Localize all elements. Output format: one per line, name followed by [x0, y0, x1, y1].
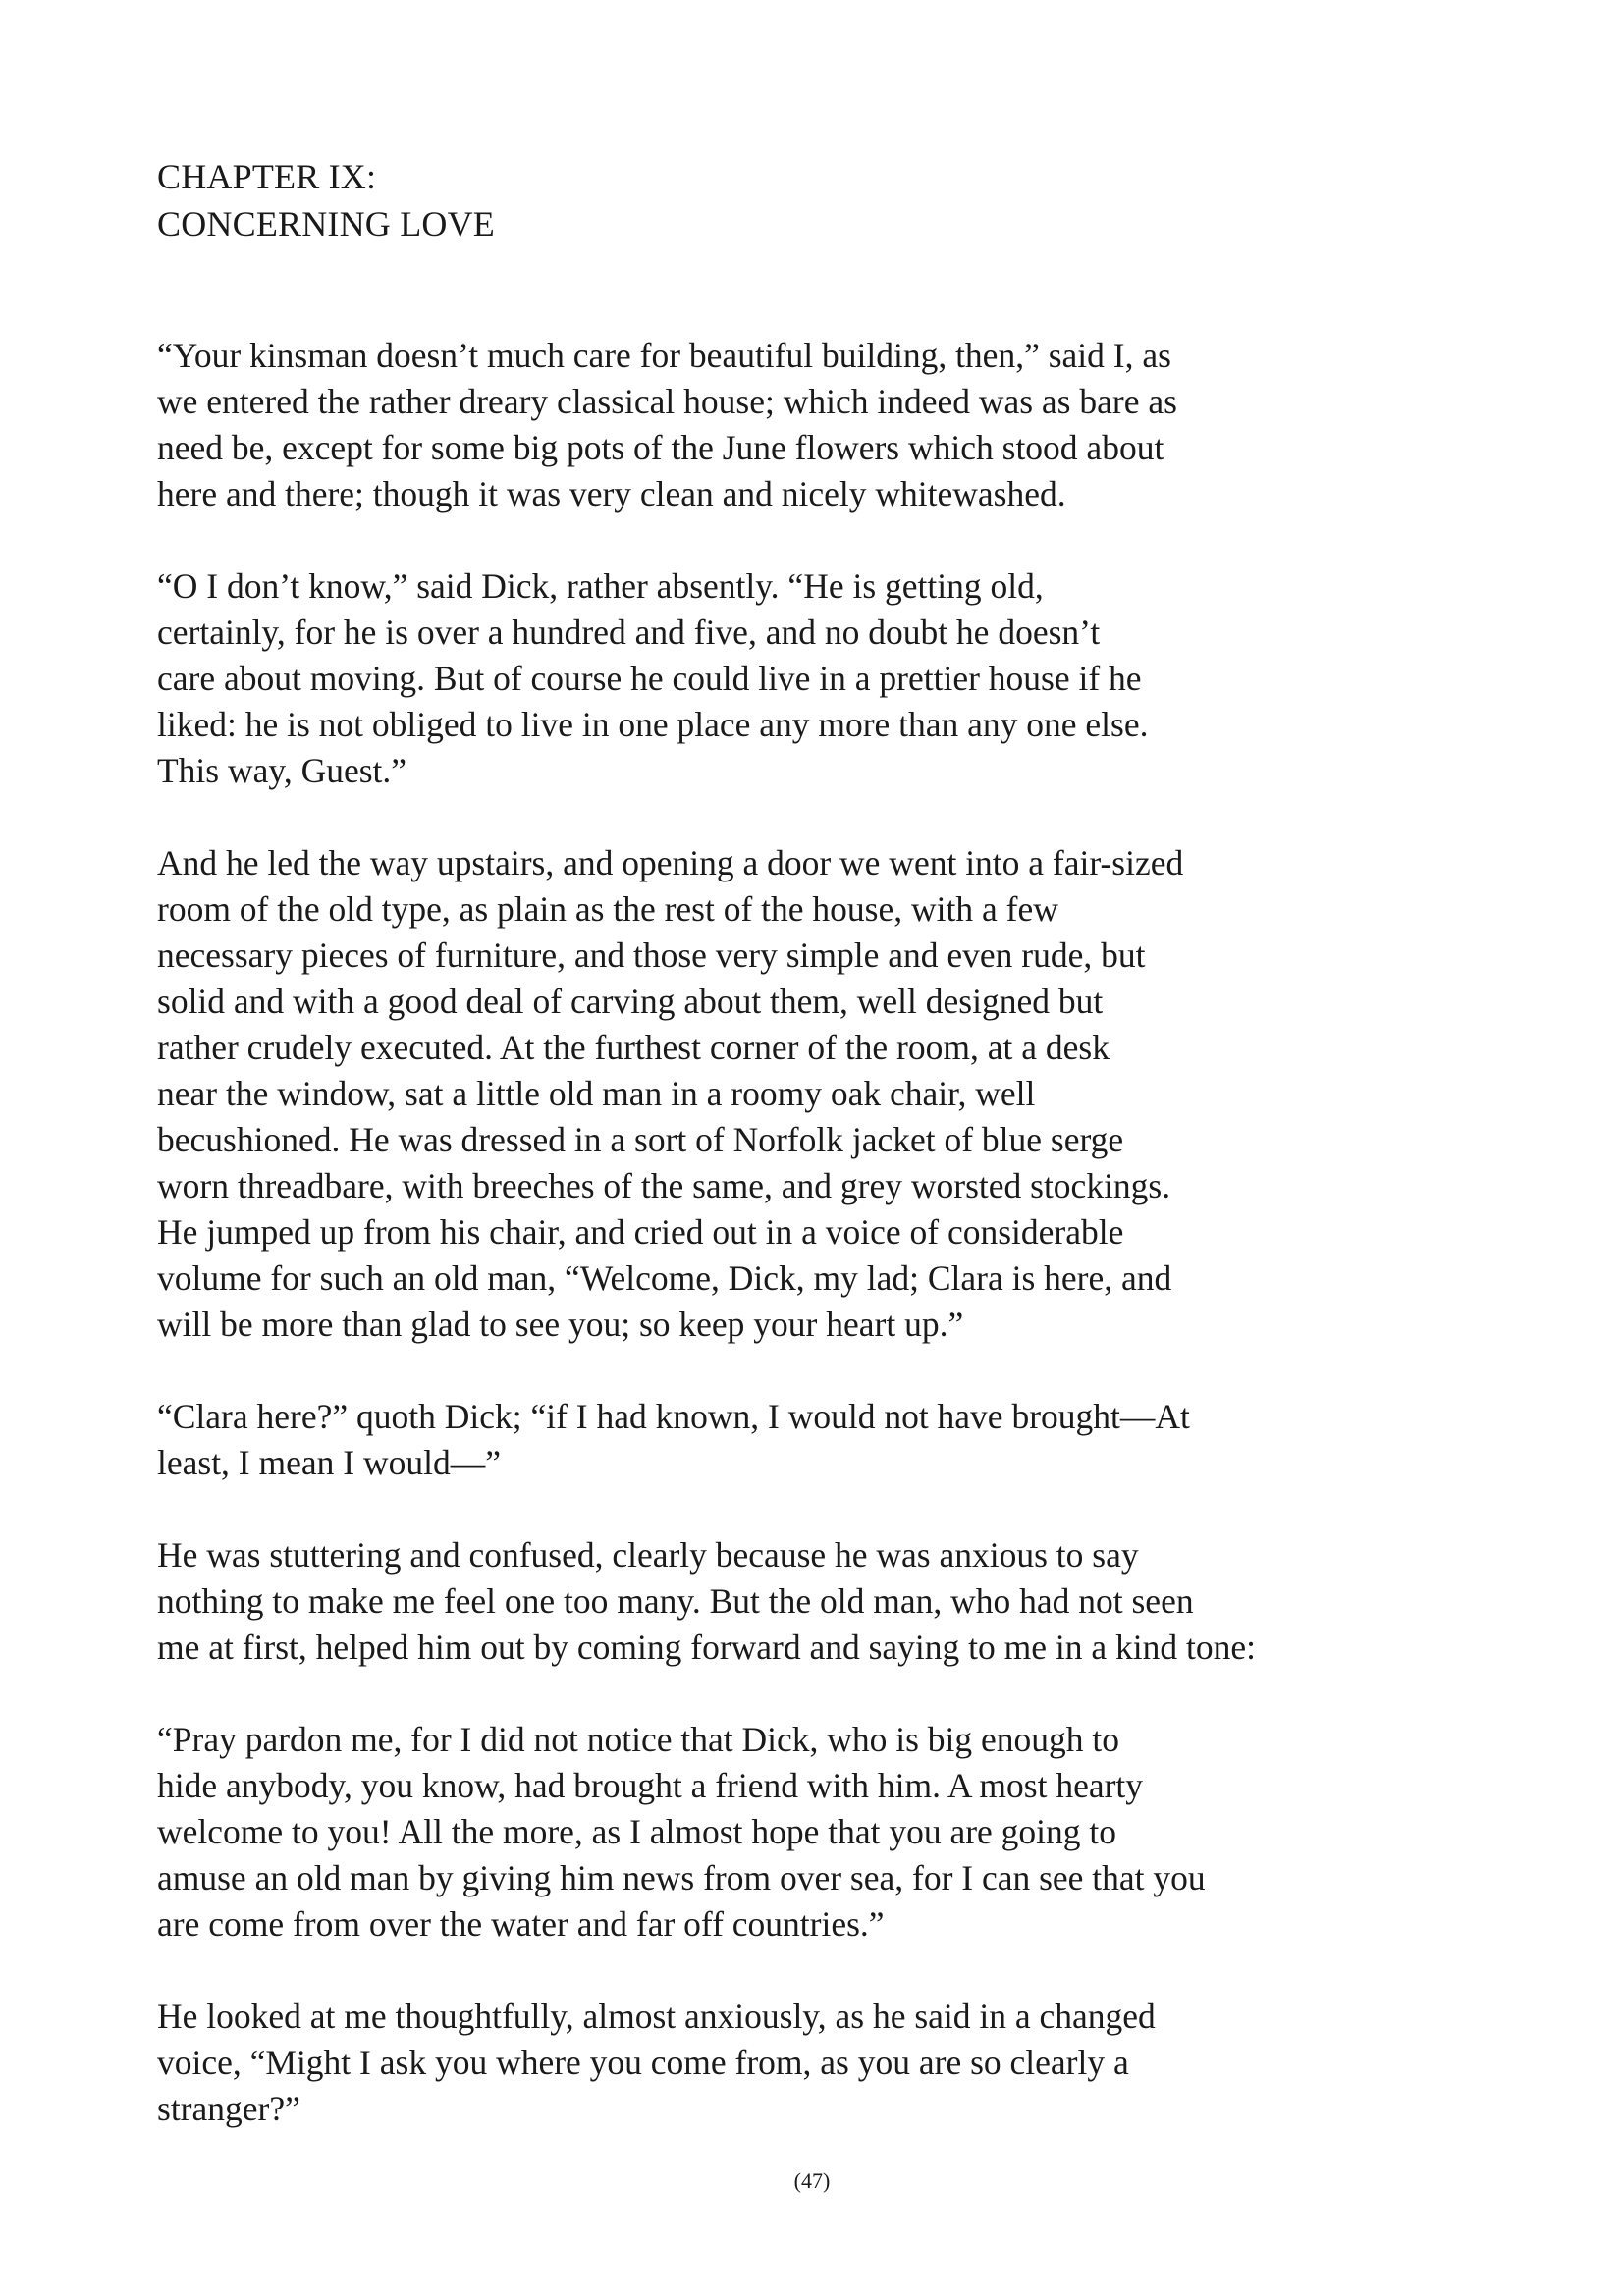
text-line: here and there; though it was very clean and nicely whitewashed. — [157, 474, 1066, 513]
text-line: “Your kinsman doesn’t much care for beautiful building, then,” said I, as — [157, 336, 1171, 375]
text-line: This way, Guest.” — [157, 751, 407, 790]
text-line: “O I don’t know,” said Dick, rather absently. “He is getting old, — [157, 566, 1044, 606]
text-line: necessary pieces of furniture, and those very simple and even rude, but — [157, 935, 1146, 975]
chapter-heading — [157, 153, 495, 247]
text-line: volume for such an old man, “Welcome, Dick, my lad; Clara is here, and — [157, 1258, 1172, 1298]
paragraph — [157, 1394, 1434, 1486]
text-line: He was stuttering and confused, clearly because he was anxious to say — [157, 1535, 1139, 1575]
text-line: room of the old type, as plain as the rest of the house, with a few — [157, 889, 1058, 929]
text-line: are come from over the water and far off countries.” — [157, 1904, 885, 1944]
text-line: voice, “Might I ask you where you come from, as you are so clearly a — [157, 2043, 1129, 2082]
text-line: need be, except for some big pots of the June flowers which stood about — [157, 428, 1164, 467]
text-line: welcome to you! All the more, as I almost hope that you are going to — [157, 1812, 1117, 1851]
text-line: “Clara here?” quoth Dick; “if I had known, I would not have brought—At — [157, 1397, 1190, 1436]
text-line: becushioned. He was dressed in a sort of Norfolk jacket of blue serge — [157, 1120, 1124, 1159]
text-line: And he led the way upstairs, and opening a door we went into a fair-sized — [157, 843, 1184, 882]
paragraph — [157, 1994, 1434, 2132]
chapter-title: CONCERNING LOVE — [157, 204, 495, 243]
text-line: worn threadbare, with breeches of the same, and grey worsted stockings. — [157, 1166, 1171, 1205]
paragraph — [157, 1717, 1434, 1948]
text-line: we entered the rather dreary classical house; which indeed was as bare as — [157, 382, 1177, 421]
text-line: care about moving. But of course he could live in a prettier house if he — [157, 659, 1142, 698]
paragraph — [157, 563, 1434, 794]
paragraph — [157, 1532, 1434, 1671]
text-line: least, I mean I would—” — [157, 1443, 501, 1482]
paragraph — [157, 840, 1434, 1348]
text-line: He looked at me thoughtfully, almost anxiously, as he said in a changed — [157, 1997, 1156, 2036]
text-line: liked: he is not obliged to live in one place any more than any one else. — [157, 705, 1149, 744]
text-line: near the window, sat a little old man in a roomy oak chair, well — [157, 1074, 1036, 1113]
text-line: certainly, for he is over a hundred and five, and no doubt he doesn’t — [157, 613, 1101, 652]
page-number: (47) — [793, 2168, 831, 2193]
chapter-number: CHAPTER IX: — [157, 157, 377, 196]
text-line: nothing to make me feel one too many. But the old man, who had not seen — [157, 1581, 1194, 1621]
text-line: me at first, helped him out by coming forward and saying to me in a kind tone: — [157, 1628, 1256, 1667]
chapter-body — [157, 333, 1434, 2178]
text-line: solid and with a good deal of carving about them, well designed but — [157, 982, 1104, 1021]
text-line: will be more than glad to see you; so keep your heart up.” — [157, 1305, 964, 1344]
text-line: “Pray pardon me, for I did not notice that Dick, who is big enough to — [157, 1720, 1119, 1759]
text-line: amuse an old man by giving him news from over sea, for I can see that you — [157, 1858, 1206, 1897]
paragraph — [157, 333, 1434, 517]
text-line: rather crudely executed. At the furthest corner of the room, at a desk — [157, 1028, 1110, 1067]
text-line: He jumped up from his chair, and cried out in a voice of considerable — [157, 1212, 1124, 1252]
text-line: stranger?” — [157, 2089, 300, 2128]
text-line: hide anybody, you know, had brought a friend with him. A most hearty — [157, 1766, 1144, 1805]
